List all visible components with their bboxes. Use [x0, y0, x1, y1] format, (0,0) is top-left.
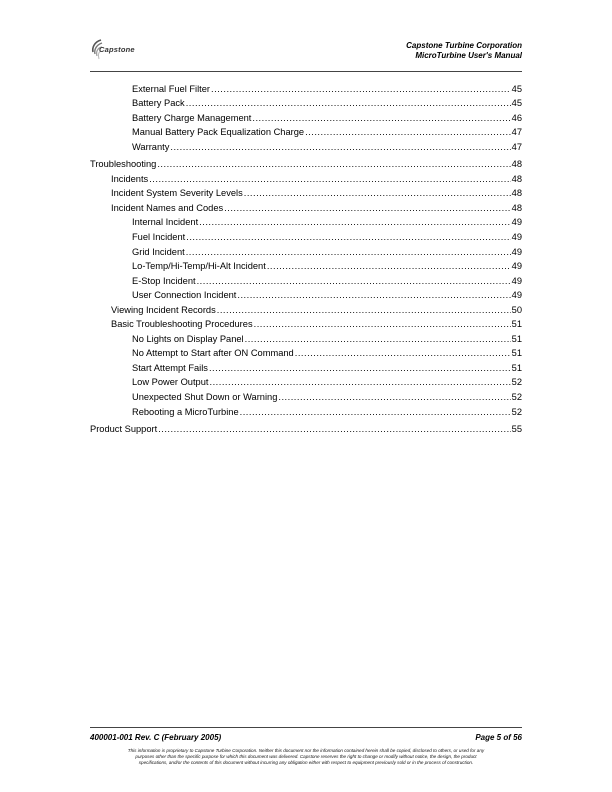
toc-leader-dots [240, 407, 511, 417]
toc-entry[interactable] [90, 286, 522, 301]
toc-entry-page: 51 [511, 319, 522, 330]
toc-leader-dots [186, 98, 511, 108]
toc-entry-title: Start Attempt Fails [132, 362, 208, 373]
toc-entry[interactable] [90, 420, 522, 435]
toc-leader-dots [245, 334, 511, 344]
toc-entry-page: 49 [511, 246, 522, 257]
toc-leader-dots [278, 392, 510, 402]
toc-entry[interactable] [90, 137, 522, 152]
toc-entry-title: Incident System Severity Levels [111, 188, 243, 199]
toc-entry-page: 51 [511, 362, 522, 373]
proprietary-disclaimer [90, 748, 522, 766]
toc-entry-page: 45 [511, 98, 522, 109]
toc-entry-title: Lo-Temp/Hi-Temp/Hi-Alt Incident [132, 261, 266, 272]
logo-text: Capstone [99, 45, 135, 54]
toc-entry-page: 48 [511, 159, 522, 170]
toc-leader-dots [217, 305, 511, 315]
toc-leader-dots [254, 319, 511, 329]
toc-entry-title: Rebooting a MicroTurbine [132, 406, 239, 417]
toc-entry[interactable] [90, 315, 522, 330]
toc-leader-dots [197, 276, 511, 286]
toc-entry[interactable] [90, 358, 522, 373]
toc-entry-page: 47 [511, 127, 522, 138]
toc-leader-dots [170, 142, 510, 152]
toc-leader-dots [149, 174, 510, 184]
toc-entry-title: Incident Names and Codes [111, 202, 224, 213]
toc-entry[interactable] [90, 271, 522, 286]
toc-entry[interactable] [90, 108, 522, 123]
toc-entry-page: 48 [511, 188, 522, 199]
toc-entry[interactable] [90, 123, 522, 138]
disclaimer-line: specifications, and/or the contents of this document without incurring any obligation either with respect to equipment previously sold or in the process of construction. [138, 760, 474, 765]
toc-entry[interactable] [90, 169, 522, 184]
toc-entry-page: 50 [511, 304, 522, 315]
toc-entry-page: 46 [511, 112, 522, 123]
toc-entry-title: Internal Incident [132, 217, 199, 228]
toc-entry-title: Unexpected Shut Down or Warning [132, 392, 278, 403]
toc-entry-page: 47 [511, 141, 522, 152]
toc-entry-title: Battery Pack [132, 98, 185, 109]
toc-entry-page: 45 [511, 83, 522, 94]
toc-entry[interactable] [90, 329, 522, 344]
toc-leader-dots [305, 127, 511, 137]
toc-leader-dots [186, 232, 510, 242]
toc-entry[interactable] [90, 184, 522, 199]
toc-entry[interactable] [90, 213, 522, 228]
toc-entry[interactable] [90, 257, 522, 272]
toc-entry[interactable] [90, 79, 522, 94]
toc-entry-page: 48 [511, 173, 522, 184]
toc-leader-dots [224, 203, 511, 213]
toc-entry[interactable] [90, 387, 522, 402]
footer-rule [90, 727, 522, 728]
toc-entry-page: 48 [511, 202, 522, 213]
toc-leader-dots [211, 84, 511, 94]
toc-entry-title: Battery Charge Management [132, 112, 252, 123]
toc-entry-page: 51 [511, 348, 522, 359]
toc-entry-title: E-Stop Incident [132, 275, 196, 286]
toc-entry-page: 49 [511, 232, 522, 243]
toc-entry-title: No Attempt to Start after ON Command [132, 348, 294, 359]
toc-leader-dots [158, 424, 510, 434]
toc-entry-page: 49 [511, 261, 522, 272]
toc-entry-title: Warranty [132, 141, 170, 152]
toc-entry-page: 55 [511, 424, 522, 435]
toc-entry[interactable] [90, 402, 522, 417]
toc-leader-dots [157, 159, 510, 169]
toc-leader-dots [209, 363, 511, 373]
toc-leader-dots [295, 348, 511, 358]
document-number: 400001-001 Rev. C (February 2005) [90, 733, 222, 742]
toc-entry-title: No Lights on Display Panel [132, 333, 244, 344]
toc-entry-page: 52 [511, 377, 522, 388]
toc-entry-title: Basic Troubleshooting Procedures [111, 319, 253, 330]
toc-entry-page: 51 [511, 333, 522, 344]
toc-entry-title: Product Support [90, 424, 158, 435]
toc-entry-title: User Connection Incident [132, 290, 237, 301]
toc-entry[interactable] [90, 373, 522, 388]
toc-entry-page: 49 [511, 290, 522, 301]
toc-entry-page: 49 [511, 217, 522, 228]
header-title-block [406, 41, 522, 61]
toc-entry-title: External Fuel Filter [132, 83, 211, 94]
toc-leader-dots [267, 261, 511, 271]
table-of-contents [90, 79, 522, 434]
disclaimer-line: purposes other than the specific purpose for which this document was delivered. Capstone reserves the right to change or modify without notice, the design, the product [135, 754, 477, 759]
toc-entry-title: Grid Incident [132, 246, 185, 257]
toc-entry-page: 52 [511, 406, 522, 417]
toc-leader-dots [186, 247, 511, 257]
toc-entry-title: Manual Battery Pack Equalization Charge [132, 127, 305, 138]
toc-entry[interactable] [90, 94, 522, 109]
toc-leader-dots [237, 290, 510, 300]
toc-entry[interactable] [90, 227, 522, 242]
toc-leader-dots [209, 377, 510, 387]
toc-leader-dots [244, 188, 511, 198]
toc-entry[interactable] [90, 155, 522, 170]
toc-entry-title: Viewing Incident Records [111, 304, 216, 315]
toc-leader-dots [199, 217, 511, 227]
manual-title: MicroTurbine User's Manual [415, 51, 522, 60]
page-header [90, 36, 522, 72]
capstone-logo [90, 36, 150, 66]
toc-entry-title: Low Power Output [132, 377, 209, 388]
header-rule [90, 71, 522, 72]
toc-entry[interactable] [90, 242, 522, 257]
toc-entry[interactable] [90, 300, 522, 315]
toc-entry-page: 49 [511, 275, 522, 286]
toc-entry[interactable] [90, 198, 522, 213]
toc-entry-page: 52 [511, 392, 522, 403]
toc-leader-dots [252, 113, 510, 123]
page-number: Page 5 of 56 [475, 733, 522, 742]
toc-entry-title: Fuel Incident [132, 232, 186, 243]
toc-entry-title: Incidents [111, 173, 149, 184]
toc-entry-title: Troubleshooting [90, 159, 157, 170]
toc-entry[interactable] [90, 344, 522, 359]
company-name: Capstone Turbine Corporation [406, 41, 522, 50]
disclaimer-line: This information is proprietary to Capstone Turbine Corporation. Neither this document nor the information contained herein shall be copied, disclosed to others, or used for any [127, 748, 485, 753]
